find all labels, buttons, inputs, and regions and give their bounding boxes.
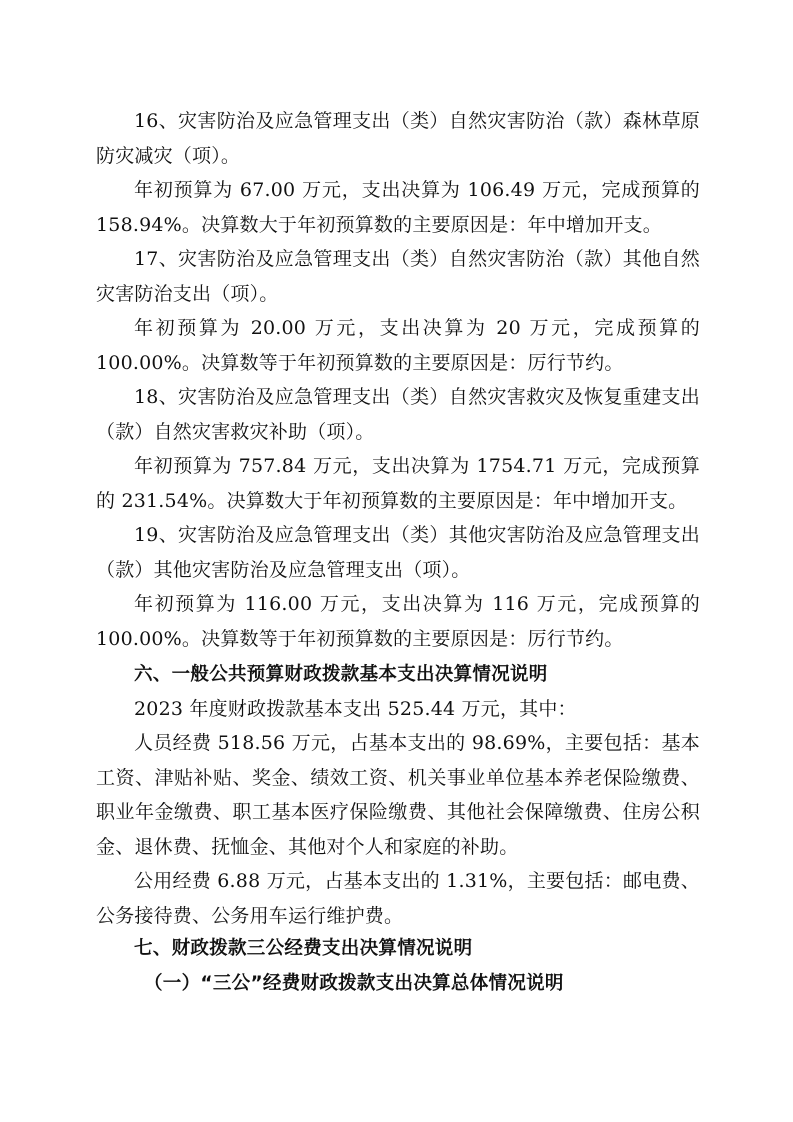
section-7-heading: 七、财政拨款三公经费支出决算情况说明	[134, 938, 473, 959]
paragraph-item-18: 18、灾害防治及应急管理支出（类）自然灾害救灾及恢复重建支出（款）自然灾害救灾补助（项）。	[96, 386, 700, 443]
paragraph-item-19-budget: 年初预算为 116.00 万元，支出决算为 116 万元，完成预算的 100.00%。决算数等于年初预算数的主要原因是：厉行节约。	[96, 593, 700, 650]
paragraph-item-17: 17、灾害防治及应急管理支出（类）自然灾害防治（款）其他自然灾害防治支出（项）。	[96, 248, 700, 305]
paragraph-item-17-budget: 年初预算为 20.00 万元，支出决算为 20 万元，完成预算的 100.00%。决算数等于年初预算数的主要原因是：厉行节约。	[96, 317, 700, 374]
section-7-subheading: （一）“三公”经费财政拨款支出决算总体情况说明	[144, 973, 564, 994]
paragraph-item-18-budget: 年初预算为 757.84 万元，支出决算为 1754.71 万元，完成预算的 231.54%。决算数大于年初预算数的主要原因是：年中增加开支。	[96, 455, 700, 512]
section-6-heading: 六、一般公共预算财政拨款基本支出决算情况说明	[134, 664, 548, 685]
paragraph-item-19: 19、灾害防治及应急管理支出（类）其他灾害防治及应急管理支出（款）其他灾害防治及应急管理支出（项）。	[96, 524, 700, 581]
paragraph-item-16: 16、灾害防治及应急管理支出（类）自然灾害防治（款）森林草原防灾减灾（项）。	[96, 110, 700, 167]
personnel-expenditure-paragraph: 人员经费 518.56 万元，占基本支出的 98.69%，主要包括：基本工资、津贴补贴、奖金、绩效工资、机关事业单位基本养老保险缴费、职业年金缴费、职工基本医疗保险缴费、其他社会保障缴费、住房公积金、退休费、抚恤金、其他对个人和家庭的补助。	[96, 732, 700, 858]
basic-expenditure-total: 2023 年度财政拨款基本支出 525.44 万元，其中：	[134, 698, 577, 720]
paragraph-item-16-budget: 年初预算为 67.00 万元，支出决算为 106.49 万元，完成预算的 158.94%。决算数大于年初预算数的主要原因是：年中增加开支。	[96, 179, 700, 236]
public-expenditure-paragraph: 公用经费 6.88 万元，占基本支出的 1.31%，主要包括：邮电费、公务接待费、公务用车运行维护费。	[96, 870, 700, 927]
